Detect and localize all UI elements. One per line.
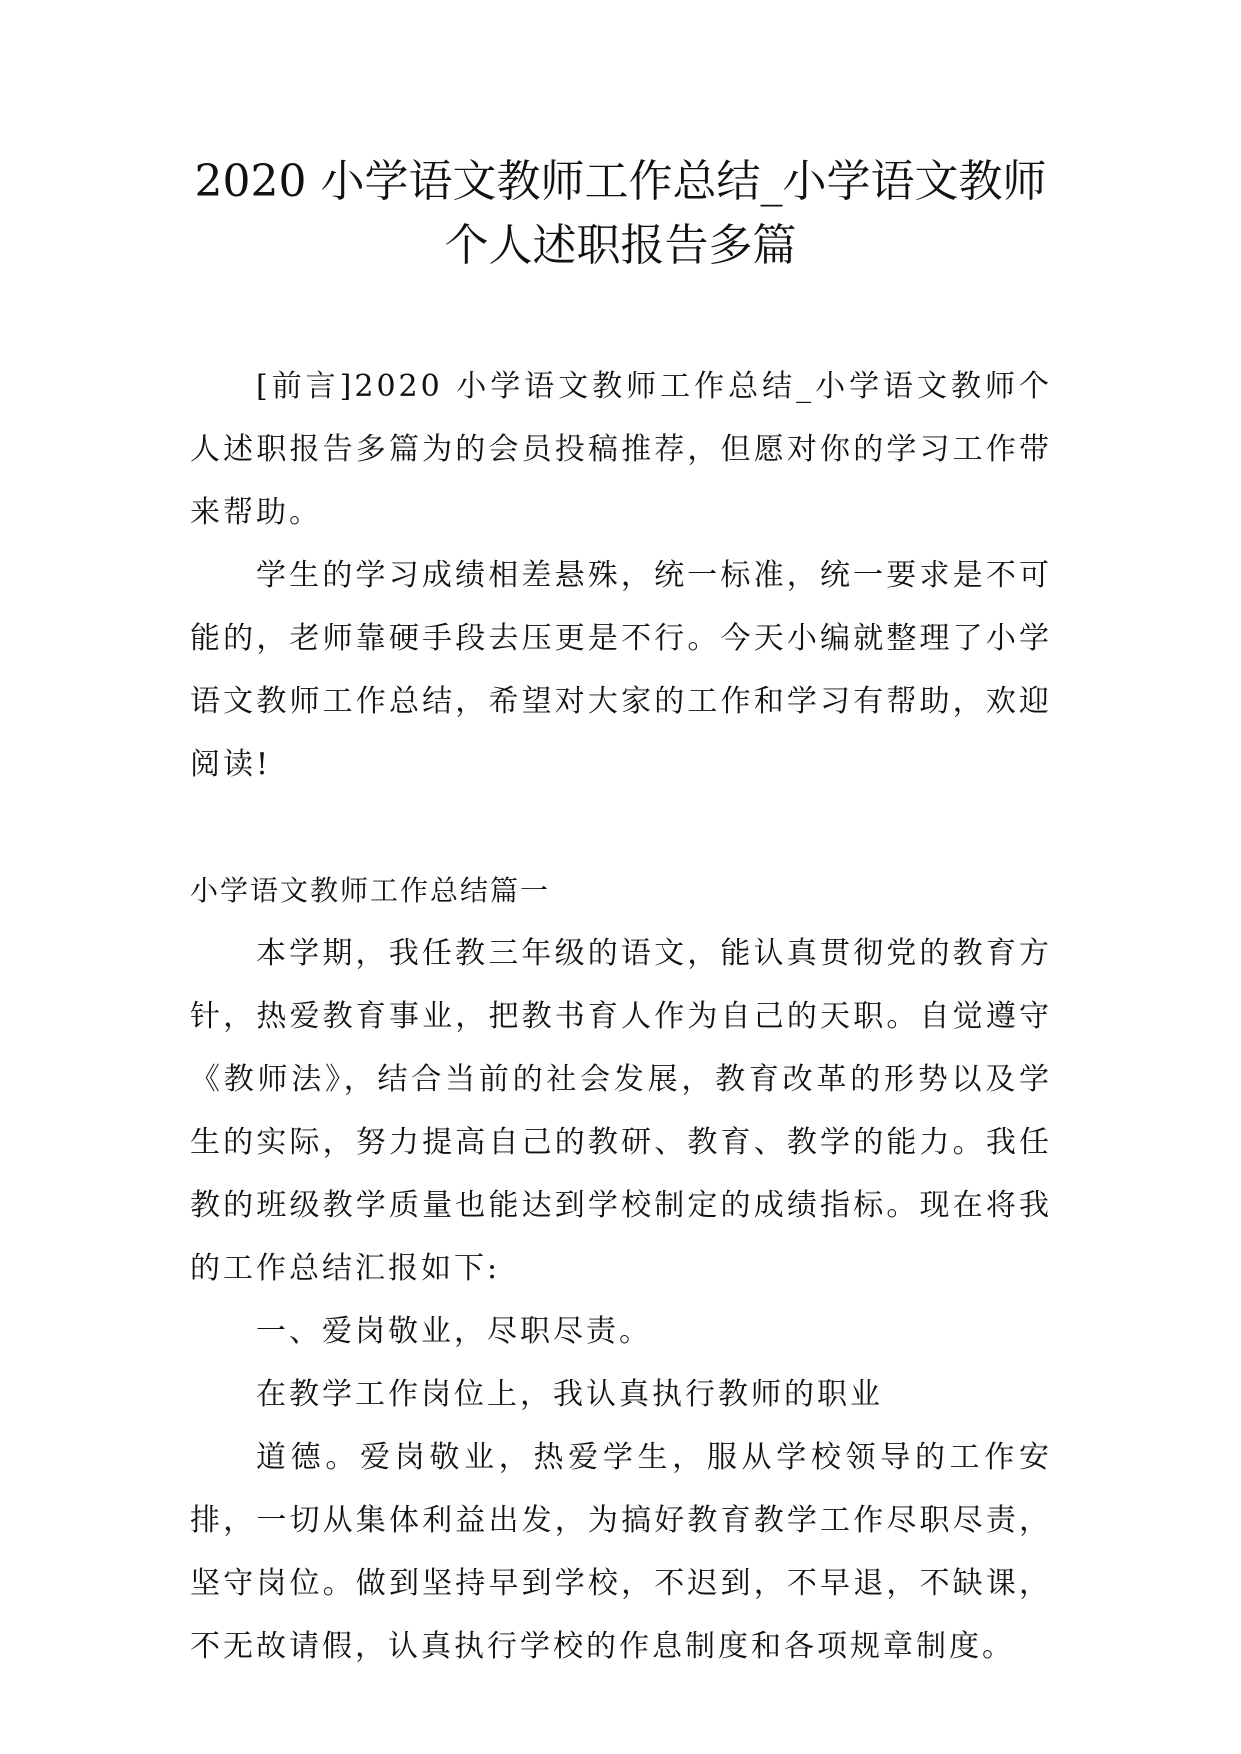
body-paragraph-2: 一、爱岗敬业，尽职尽责。: [256, 1314, 652, 1349]
section-heading: 小学语文教师工作总结篇一: [190, 874, 551, 907]
body-paragraph-3: 在教学工作岗位上，我认真执行教师的职业: [256, 1377, 883, 1412]
preface-paragraph: [前言]2020 小学语文教师工作总结_小学语文教师个人述职报告多篇为的会员投稿推荐，但愿对你的学习工作带来帮助。: [190, 369, 1052, 530]
section-spacer: [190, 796, 1052, 859]
title-line-1: 2020 小学语文教师工作总结_小学语文教师: [194, 156, 1047, 207]
document-title: [150, 150, 1091, 278]
body-paragraph-4: 道德。爱岗敬业，热爱学生，服从学校领导的工作安排，一切从集体利益出发，为搞好教育教学工作尽职尽责，坚守岗位。做到坚持早到学校，不迟到，不早退，不缺课，不无故请假，认真执行学校的作息制度和各项规章制度。: [190, 1440, 1052, 1664]
document-body: [190, 355, 1052, 1678]
title-line-2: 个人述职报告多篇: [444, 220, 797, 271]
body-paragraph-1: 本学期，我任教三年级的语文，能认真贯彻党的教育方针，热爱教育事业，把教书育人作为自己的天职。自觉遵守《教师法》，结合当前的社会发展，教育改革的形势以及学生的实际，努力提高自己的教研、教育、教学的能力。我任教的班级教学质量也能达到学校制定的成绩指标。现在将我的工作总结汇报如下:: [190, 936, 1052, 1286]
intro-paragraph: 学生的学习成绩相差悬殊，统一标准，统一要求是不可能的，老师靠硬手段去压更是不行。今天小编就整理了小学语文教师工作总结，希望对大家的工作和学习有帮助，欢迎阅读!: [190, 558, 1052, 782]
